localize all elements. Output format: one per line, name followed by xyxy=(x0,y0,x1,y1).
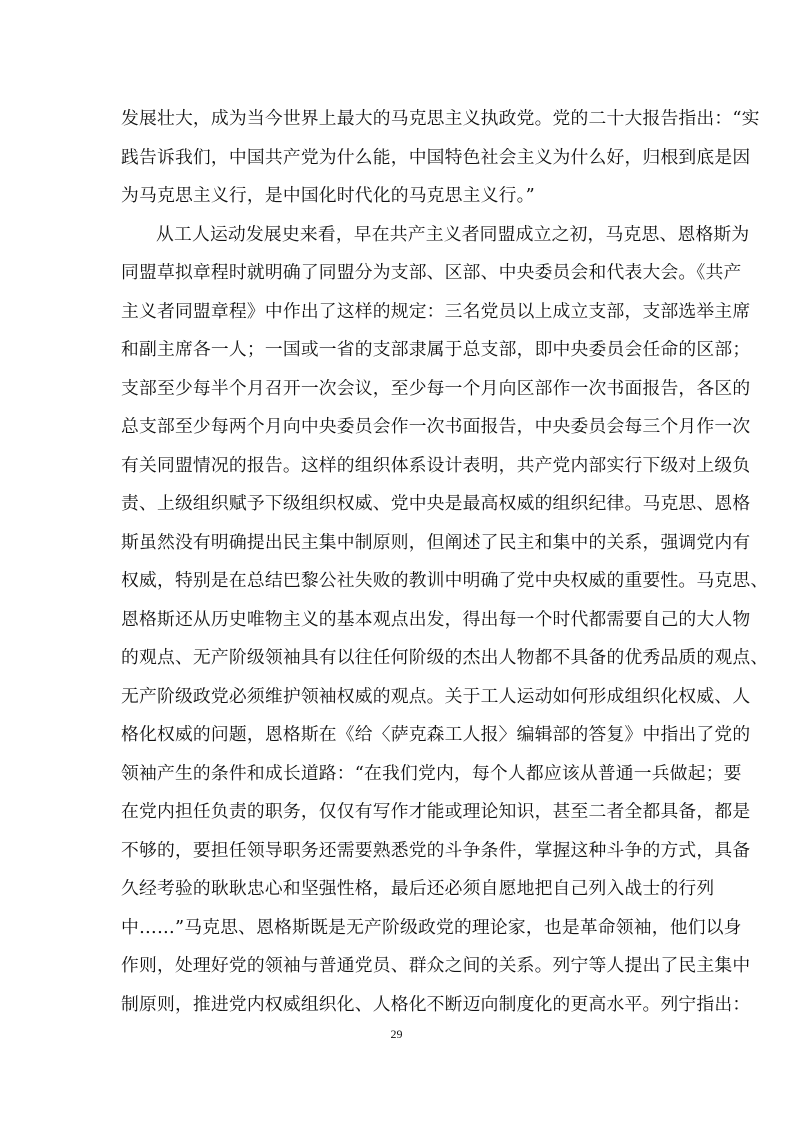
text-line: 践告诉我们，中国共产党为什么能，中国特色社会主义为什么好，归根到底是因 xyxy=(121,146,751,168)
text-line: 从工人运动发展史来看，早在共产主义者同盟成立之初，马克思、恩格斯为 xyxy=(156,223,750,245)
text-line: 为马克思主义行，是中国化时代化的马克思主义行。” xyxy=(121,185,535,206)
text-line: 恩格斯还从历史唯物主义的基本观点出发，得出每一个时代都需要自己的大人物 xyxy=(121,608,751,630)
text-line: 在党内担任负责的职务，仅仅有写作才能或理论知识，甚至二者全都具备，都是 xyxy=(121,801,751,822)
text-line: 和副主席各一人；一国或一省的支部隶属于总支部，即中央委员会任命的区部； xyxy=(121,339,751,360)
text-line: 总支部至少每两个月向中央委员会作一次书面报告，中央委员会每三个月作一次 xyxy=(121,416,751,437)
text-line: 同盟草拟章程时就明确了同盟分为支部、区部、中央委员会和代表大会。《共产 xyxy=(121,262,742,283)
text-line: 制原则，推进党内权威组织化、人格化不断迈向制度化的更高水平。列宁指出： xyxy=(121,993,751,1015)
text-line: 领袖产生的条件和成长道路：“在我们党内，每个人都应该从普通一兵做起；要 xyxy=(121,762,742,784)
paragraph-2 xyxy=(121,216,769,1025)
text-line: 中……”马克思、恩格斯既是无产阶级政党的理论家，也是革命领袖，他们以身 xyxy=(121,916,742,938)
text-line: 斯虽然没有明确提出民主集中制原则，但阐述了民主和集中的关系，强调党内有 xyxy=(121,531,751,553)
text-line: 无产阶级政党必须维护领袖权威的观点。关于工人运动如何形成组织化权威、人 xyxy=(121,685,751,707)
text-line: 支部至少每半个月召开一次会议，至少每一个月向区部作一次书面报告，各区的 xyxy=(121,377,751,399)
text-line: 作则，处理好党的领袖与普通党员、群众之间的关系。列宁等人提出了民主集中 xyxy=(121,955,751,976)
page-number: 29 xyxy=(390,1027,403,1041)
text-line: 责、上级组织赋予下级组织权威、党中央是最高权威的组织纪律。马克思、恩格 xyxy=(121,493,751,514)
text-line: 格化权威的问题，恩格斯在《给〈萨克森工人报〉编辑部的答复》中指出了党的 xyxy=(121,724,751,745)
text-line: 有关同盟情况的报告。这样的组织体系设计表明，共产党内部实行下级对上级负 xyxy=(121,454,751,476)
text-line: 主义者同盟章程》中作出了这样的规定：三名党员以上成立支部，支部选举主席 xyxy=(121,300,751,322)
text-line: 发展壮大，成为当今世界上最大的马克思主义执政党。党的二十大报告指出：“实 xyxy=(121,108,760,129)
text-line: 权威，特别是在总结巴黎公社失败的教训中明确了党中央权威的重要性。马克思、 xyxy=(121,570,769,591)
text-line: 不够的，要担任领导职务还需要熟悉党的斗争条件，掌握这种斗争的方式，具备 xyxy=(121,839,751,861)
text-line: 久经考验的耿耿忠心和坚强性格，最后还必须自愿地把自己列入战士的行列 xyxy=(121,878,715,899)
paragraph-1 xyxy=(121,100,760,216)
body-text xyxy=(121,100,769,1024)
text-line: 的观点、无产阶级领袖具有以往任何阶级的杰出人物都不具备的优秀品质的观点、 xyxy=(121,647,769,668)
